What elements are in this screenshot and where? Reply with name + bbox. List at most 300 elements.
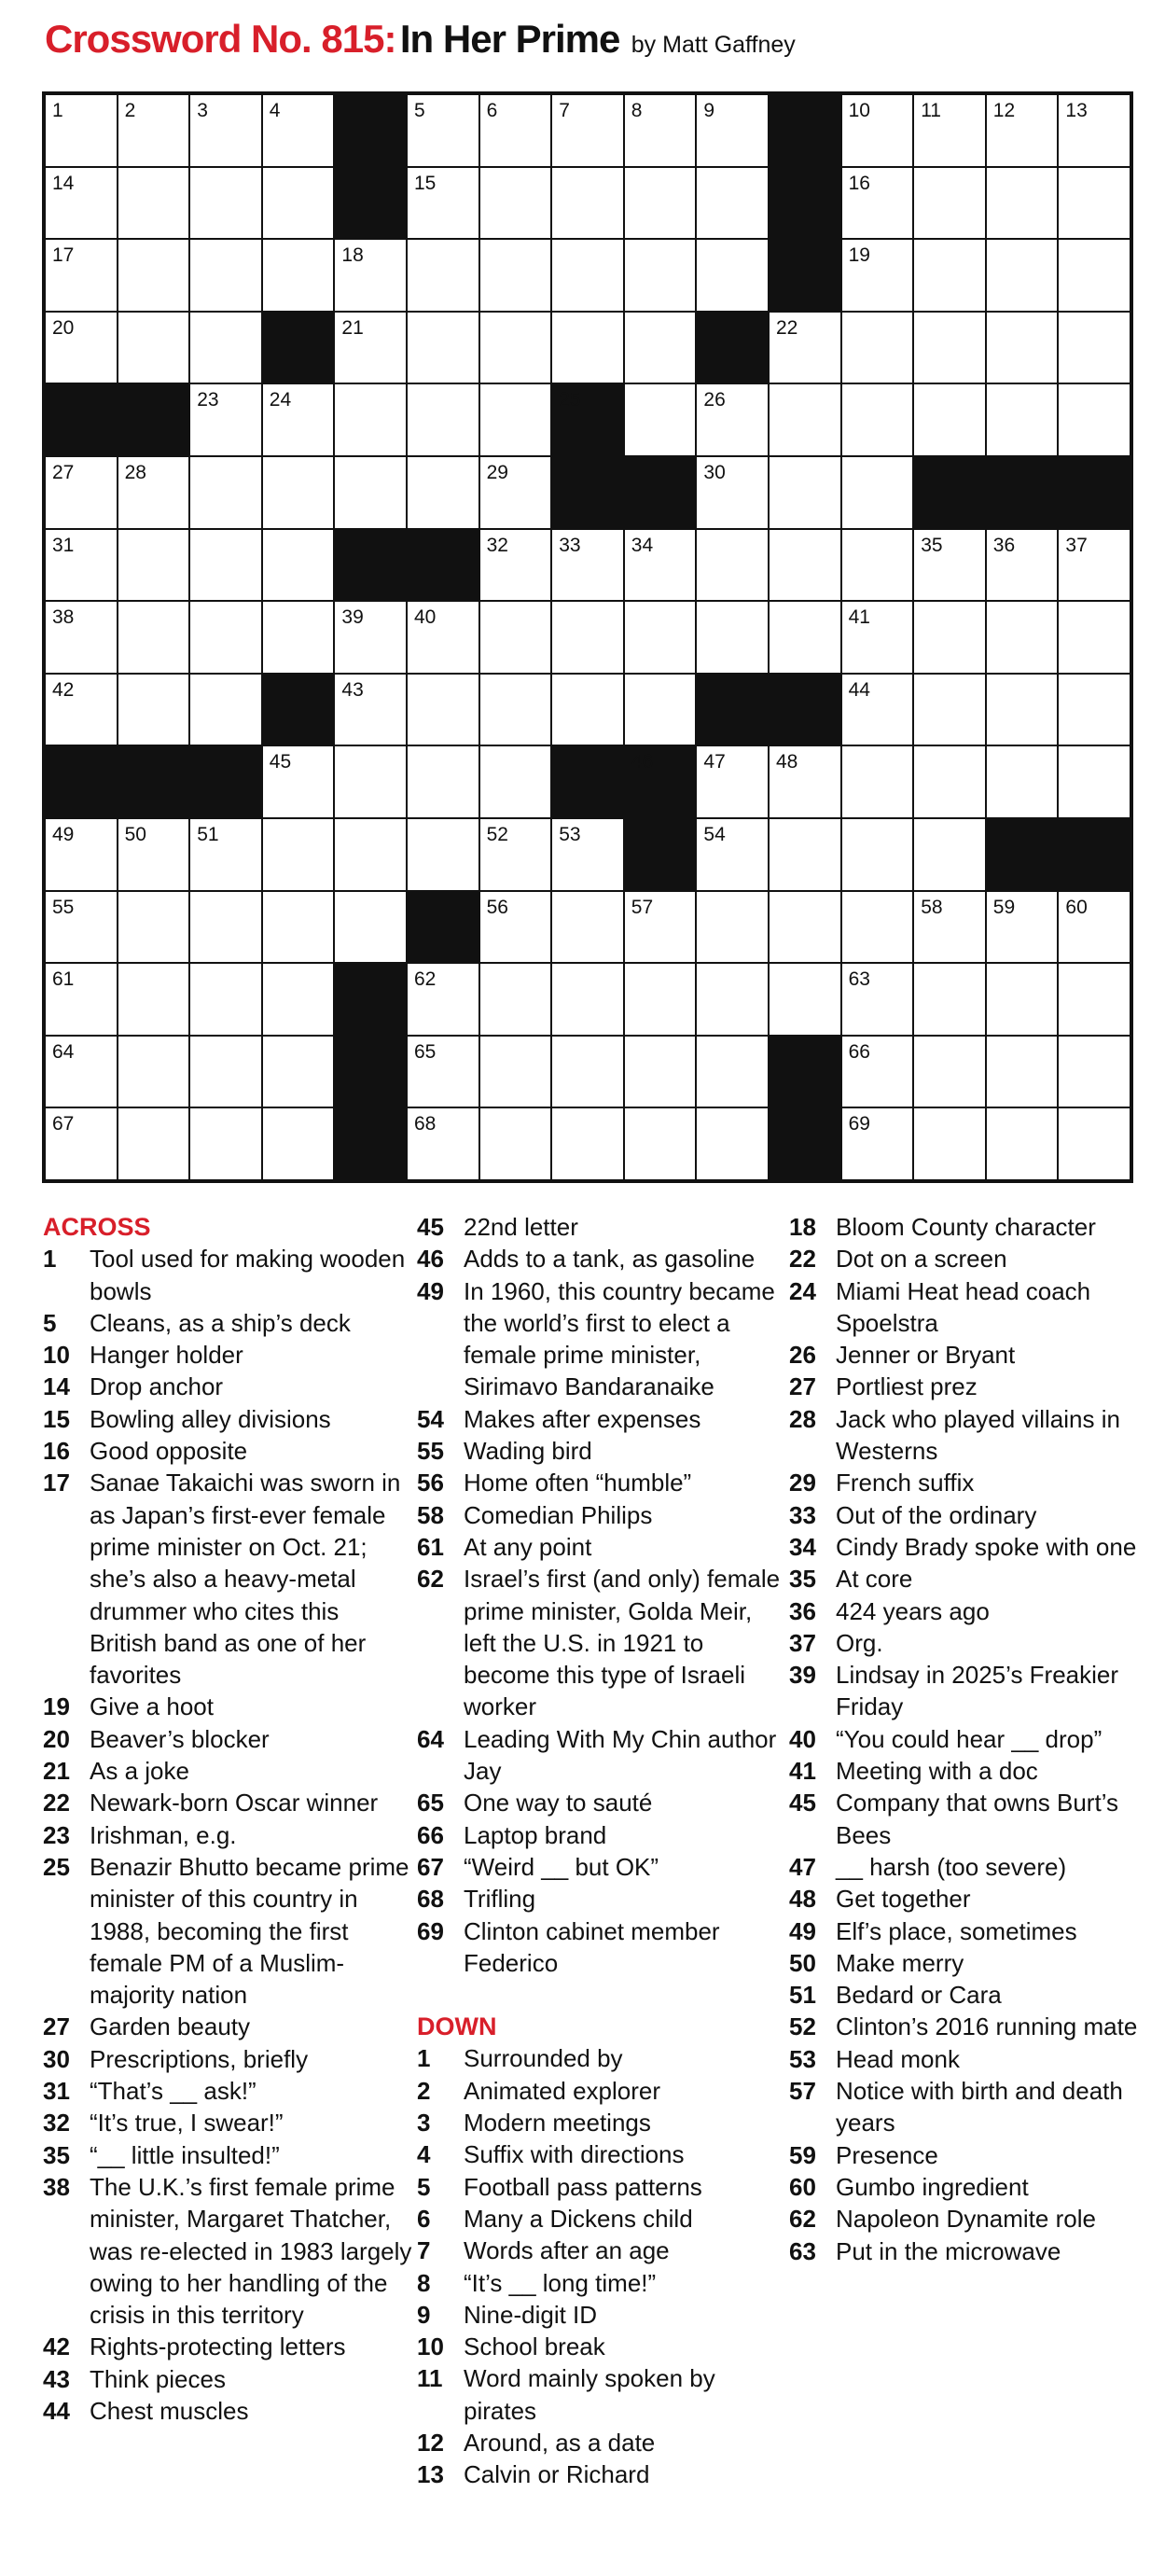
cell-number: 1: [52, 100, 63, 121]
grid-cell[interactable]: [480, 168, 551, 239]
grid-cell[interactable]: [625, 95, 696, 166]
grid-cell[interactable]: [552, 892, 623, 963]
grid-cell[interactable]: [335, 892, 406, 963]
grid-cell[interactable]: [1059, 602, 1130, 673]
clue-column-2: [417, 1211, 786, 2491]
grid-cell[interactable]: [1059, 1037, 1130, 1107]
grid-cell[interactable]: [263, 384, 334, 455]
grid-cell[interactable]: [190, 95, 261, 166]
grid-cell[interactable]: [914, 602, 985, 673]
grid-cell[interactable]: [1059, 746, 1130, 817]
grid-cell[interactable]: [770, 964, 840, 1035]
clue-number: 27: [789, 1372, 816, 1401]
down-clue: [789, 1499, 1144, 1531]
grid-cell[interactable]: [335, 384, 406, 455]
clue-text: Leading With My Chin author Jay: [464, 1724, 777, 1786]
grid-cell[interactable]: [842, 602, 913, 673]
grid-cell[interactable]: [190, 675, 261, 745]
clue-text: Presence: [836, 2140, 938, 2169]
cell-number: 8: [631, 100, 643, 121]
black-square: [335, 95, 406, 166]
grid-cell[interactable]: [46, 892, 117, 963]
grid-cell[interactable]: [987, 168, 1058, 239]
grid-cell[interactable]: [987, 95, 1058, 166]
grid-cell[interactable]: [987, 384, 1058, 455]
grid-cell[interactable]: [987, 1108, 1058, 1179]
grid-cell[interactable]: [1059, 964, 1130, 1035]
grid-cell[interactable]: [914, 746, 985, 817]
grid-cell[interactable]: [118, 240, 189, 311]
grid-cell[interactable]: [46, 168, 117, 239]
black-square: [625, 819, 696, 890]
grid-cell[interactable]: [625, 240, 696, 311]
clue-number: 10: [43, 1341, 70, 1370]
cell-number: 19: [848, 244, 870, 267]
grid-cell[interactable]: [914, 168, 985, 239]
black-square: [335, 1108, 406, 1179]
grid-cell[interactable]: [842, 313, 913, 383]
grid-cell[interactable]: [1059, 530, 1130, 601]
black-square: [625, 746, 696, 817]
grid-cell[interactable]: [263, 457, 334, 528]
grid-cell[interactable]: [914, 964, 985, 1035]
down-clue: [789, 1659, 1144, 1723]
cell-number: 20: [52, 316, 75, 339]
grid-cell[interactable]: [46, 675, 117, 745]
grid-cell[interactable]: [408, 240, 478, 311]
grid-cell[interactable]: [408, 384, 478, 455]
grid-cell[interactable]: [842, 819, 913, 890]
cell-number: 3: [197, 100, 208, 121]
grid-cell[interactable]: [480, 746, 551, 817]
cell-number: 37: [1065, 534, 1088, 556]
grid-cell[interactable]: [914, 384, 985, 455]
grid-cell[interactable]: [842, 1037, 913, 1107]
grid-cell[interactable]: [914, 95, 985, 166]
grid-cell[interactable]: [480, 95, 551, 166]
cell-number: 26: [703, 389, 726, 411]
across-clue: [43, 1435, 412, 1467]
grid-cell[interactable]: [842, 746, 913, 817]
clue-text: 424 years ago: [836, 1596, 990, 1625]
grid-cell[interactable]: [335, 602, 406, 673]
grid-cell[interactable]: [987, 675, 1058, 745]
grid-cell[interactable]: [46, 1108, 117, 1179]
cell-number: 46: [631, 751, 654, 773]
grid-cell[interactable]: [335, 819, 406, 890]
black-square: [46, 384, 117, 455]
grid-cell[interactable]: [770, 530, 840, 601]
black-square: [335, 964, 406, 1035]
grid-cell[interactable]: [987, 892, 1058, 963]
grid-cell[interactable]: [263, 1037, 334, 1107]
across-clue: [43, 1851, 412, 2011]
clue-number: 33: [789, 1500, 816, 1529]
grid-cell[interactable]: [914, 530, 985, 601]
clue-number: 8: [417, 2268, 431, 2297]
black-square: [770, 675, 840, 745]
grid-cell[interactable]: [408, 964, 478, 1035]
clue-number: 1: [43, 1245, 57, 1274]
black-square: [335, 1037, 406, 1107]
clue-text: Think pieces: [90, 2364, 226, 2393]
down-clue: [789, 1947, 1144, 1979]
clue-text: Around, as a date: [464, 2428, 656, 2457]
clue-number: 47: [789, 1852, 816, 1881]
grid-cell[interactable]: [118, 675, 189, 745]
cell-number: 47: [703, 751, 726, 773]
grid-cell[interactable]: [552, 964, 623, 1035]
grid-cell[interactable]: [263, 819, 334, 890]
grid-cell[interactable]: [625, 602, 696, 673]
grid-cell[interactable]: [842, 384, 913, 455]
clue-text: Bloom County character: [836, 1213, 1096, 1241]
grid-cell[interactable]: [697, 530, 768, 601]
clue-number: 13: [417, 2460, 444, 2489]
grid-cell[interactable]: [263, 168, 334, 239]
grid-cell[interactable]: [697, 819, 768, 890]
grid-cell[interactable]: [914, 892, 985, 963]
grid-cell[interactable]: [1059, 892, 1130, 963]
across-clue: [43, 2331, 412, 2362]
grid-cell[interactable]: [190, 384, 261, 455]
grid-cell[interactable]: [625, 384, 696, 455]
grid-cell[interactable]: [987, 746, 1058, 817]
clue-text: Sanae Takaichi was sworn in as Japan’s first-ever female prime minister on Oct. 21; she’s also a heavy-metal drummer who cites this British band as one of her favorites: [90, 1469, 401, 1690]
grid-cell[interactable]: [335, 746, 406, 817]
clue-text: Jenner or Bryant: [836, 1341, 1016, 1370]
grid-cell[interactable]: [842, 168, 913, 239]
grid-cell[interactable]: [118, 602, 189, 673]
grid-cell[interactable]: [697, 168, 768, 239]
grid-cell[interactable]: [46, 313, 117, 383]
cell-number: 11: [921, 100, 941, 121]
clue-number: 52: [789, 2012, 816, 2041]
grid-cell[interactable]: [697, 892, 768, 963]
grid-cell[interactable]: [697, 240, 768, 311]
grid-cell[interactable]: [914, 1037, 985, 1107]
grid-cell[interactable]: [263, 964, 334, 1035]
grid-cell[interactable]: [697, 964, 768, 1035]
across-clue: [43, 1819, 412, 1851]
cell-number: 23: [197, 389, 219, 411]
grid-cell[interactable]: [1059, 95, 1130, 166]
grid-cell[interactable]: [625, 675, 696, 745]
grid-cell[interactable]: [408, 1108, 478, 1179]
grid-cell[interactable]: [987, 313, 1058, 383]
grid-cell[interactable]: [335, 240, 406, 311]
down-clue: [417, 2235, 786, 2266]
grid-cell[interactable]: [46, 530, 117, 601]
grid-cell[interactable]: [697, 384, 768, 455]
grid-cell[interactable]: [1059, 168, 1130, 239]
grid-cell[interactable]: [190, 457, 261, 528]
clue-number: 11: [417, 2364, 443, 2393]
clue-number: 27: [43, 2012, 70, 2041]
clue-text: At any point: [464, 1532, 592, 1561]
grid-cell[interactable]: [770, 602, 840, 673]
grid-cell[interactable]: [263, 95, 334, 166]
grid-cell[interactable]: [263, 240, 334, 311]
grid-cell[interactable]: [625, 1037, 696, 1107]
grid-cell[interactable]: [190, 602, 261, 673]
grid-cell[interactable]: [408, 457, 478, 528]
grid-cell[interactable]: [46, 1037, 117, 1107]
grid-cell[interactable]: [552, 1108, 623, 1179]
grid-cell[interactable]: [46, 819, 117, 890]
grid-cell[interactable]: [190, 313, 261, 383]
across-clue: [417, 1819, 786, 1851]
clue-text: Bedard or Cara: [836, 1981, 1002, 2010]
grid-cell[interactable]: [842, 964, 913, 1035]
grid-cell[interactable]: [697, 746, 768, 817]
clue-text: Chest muscles: [90, 2396, 249, 2425]
grid-cell[interactable]: [480, 1037, 551, 1107]
grid-cell[interactable]: [770, 746, 840, 817]
clue-number: 62: [417, 1565, 444, 1594]
grid-cell[interactable]: [697, 1037, 768, 1107]
grid-cell[interactable]: [625, 1108, 696, 1179]
grid-cell[interactable]: [118, 1037, 189, 1107]
grid-cell[interactable]: [46, 457, 117, 528]
cell-number: 15: [413, 172, 437, 194]
grid-cell[interactable]: [1059, 1108, 1130, 1179]
black-square: [770, 1108, 840, 1179]
across-clue: [417, 1211, 786, 1243]
black-square: [408, 892, 478, 963]
grid-cell[interactable]: [190, 964, 261, 1035]
clue-number: 26: [789, 1341, 816, 1370]
grid-cell[interactable]: [697, 1108, 768, 1179]
clue-number: 35: [789, 1565, 816, 1594]
grid-cell[interactable]: [46, 602, 117, 673]
clue-text: Give a hoot: [90, 1692, 214, 1721]
grid-cell[interactable]: [842, 95, 913, 166]
grid-cell[interactable]: [552, 675, 623, 745]
grid-cell[interactable]: [842, 457, 913, 528]
clue-text: Modern meetings: [464, 2109, 651, 2137]
across-clue: [43, 2395, 412, 2427]
grid-cell[interactable]: [552, 240, 623, 311]
grid-cell[interactable]: [480, 240, 551, 311]
black-square: [335, 168, 406, 239]
cell-number: 67: [52, 1113, 75, 1135]
black-square: [335, 530, 406, 601]
grid-cell[interactable]: [408, 168, 478, 239]
grid-cell[interactable]: [987, 240, 1058, 311]
grid-cell[interactable]: [263, 746, 334, 817]
grid-cell[interactable]: [987, 1037, 1058, 1107]
grid-cell[interactable]: [625, 892, 696, 963]
grid-cell[interactable]: [190, 1037, 261, 1107]
grid-cell[interactable]: [842, 675, 913, 745]
grid-cell[interactable]: [770, 892, 840, 963]
grid-cell[interactable]: [1059, 384, 1130, 455]
grid-cell[interactable]: [987, 530, 1058, 601]
clue-number: 53: [789, 2044, 816, 2073]
grid-cell[interactable]: [697, 457, 768, 528]
grid-cell[interactable]: [625, 530, 696, 601]
grid-cell[interactable]: [118, 457, 189, 528]
grid-cell[interactable]: [480, 602, 551, 673]
across-clue: [43, 1371, 412, 1402]
grid-cell[interactable]: [625, 964, 696, 1035]
cell-number: 39: [341, 606, 364, 629]
grid-cell[interactable]: [118, 1108, 189, 1179]
grid-cell[interactable]: [480, 819, 551, 890]
grid-cell[interactable]: [190, 819, 261, 890]
clue-number: 6: [417, 2204, 431, 2233]
grid-cell[interactable]: [842, 240, 913, 311]
grid-cell[interactable]: [914, 313, 985, 383]
grid-cell[interactable]: [770, 384, 840, 455]
grid-cell[interactable]: [914, 819, 985, 890]
down-heading: DOWN: [417, 2012, 497, 2041]
down-clue: [789, 2011, 1144, 2042]
grid-cell[interactable]: [408, 313, 478, 383]
clue-text: Many a Dickens child: [464, 2204, 693, 2233]
cell-number: 12: [992, 100, 1016, 121]
clue-number: 66: [417, 1820, 444, 1849]
grid-cell[interactable]: [190, 892, 261, 963]
grid-cell[interactable]: [1059, 313, 1130, 383]
grid-cell[interactable]: [480, 892, 551, 963]
clue-number: 25: [43, 1852, 70, 1881]
grid-cell[interactable]: [697, 602, 768, 673]
grid-cell[interactable]: [408, 746, 478, 817]
grid-cell[interactable]: [480, 964, 551, 1035]
cell-number: 2: [124, 100, 136, 121]
grid-cell[interactable]: [408, 1037, 478, 1107]
cell-number: 56: [486, 896, 508, 918]
grid-cell[interactable]: [408, 675, 478, 745]
grid-cell[interactable]: [552, 168, 623, 239]
clue-text: Dot on a screen: [836, 1245, 1007, 1274]
clue-text: Prescriptions, briefly: [90, 2044, 309, 2073]
clue-text: Get together: [836, 1885, 971, 1914]
grid-cell[interactable]: [335, 313, 406, 383]
black-square: [697, 675, 768, 745]
grid-cell[interactable]: [335, 675, 406, 745]
grid-cell[interactable]: [842, 530, 913, 601]
grid-cell[interactable]: [335, 457, 406, 528]
grid-cell[interactable]: [770, 819, 840, 890]
grid-cell[interactable]: [263, 530, 334, 601]
clue-text: Jack who played villains in Westerns: [836, 1404, 1120, 1466]
down-clue: [789, 1403, 1144, 1468]
grid-cell[interactable]: [552, 819, 623, 890]
grid-cell[interactable]: [552, 602, 623, 673]
grid-cell[interactable]: [190, 530, 261, 601]
grid-cell[interactable]: [770, 313, 840, 383]
grid-cell[interactable]: [408, 95, 478, 166]
cell-number: 22: [775, 316, 798, 339]
grid-cell[interactable]: [1059, 240, 1130, 311]
grid-cell[interactable]: [46, 240, 117, 311]
grid-cell[interactable]: [118, 964, 189, 1035]
grid-cell[interactable]: [46, 95, 117, 166]
black-square: [552, 457, 623, 528]
grid-cell[interactable]: [914, 1108, 985, 1179]
clue-text: Makes after expenses: [464, 1404, 701, 1433]
clue-number: 58: [417, 1500, 444, 1529]
grid-cell[interactable]: [987, 964, 1058, 1035]
grid-cell[interactable]: [263, 892, 334, 963]
across-clue: [417, 1883, 786, 1915]
grid-cell[interactable]: [408, 819, 478, 890]
grid-cell[interactable]: [480, 1108, 551, 1179]
grid-cell[interactable]: [552, 530, 623, 601]
down-clue: [417, 2299, 786, 2331]
down-clue: [789, 1339, 1144, 1371]
clue-text: Gumbo ingredient: [836, 2172, 1029, 2201]
grid-cell[interactable]: [1059, 675, 1130, 745]
clue-number: 10: [417, 2332, 444, 2361]
clue-text: Good opposite: [90, 1437, 248, 1466]
across-clue: [417, 1531, 786, 1563]
grid-cell[interactable]: [190, 240, 261, 311]
down-clue: [789, 2203, 1144, 2235]
cell-number: 13: [1065, 100, 1088, 121]
grid-cell[interactable]: [552, 313, 623, 383]
grid-cell[interactable]: [625, 313, 696, 383]
grid-cell[interactable]: [263, 602, 334, 673]
grid-cell[interactable]: [770, 457, 840, 528]
grid-cell[interactable]: [914, 240, 985, 311]
cell-number: 42: [52, 678, 75, 701]
across-clue: [417, 1915, 786, 1980]
across-clue: [43, 1787, 412, 1818]
grid-cell[interactable]: [914, 675, 985, 745]
grid-cell[interactable]: [480, 530, 551, 601]
grid-cell[interactable]: [46, 964, 117, 1035]
grid-cell[interactable]: [118, 313, 189, 383]
grid-cell[interactable]: [118, 95, 189, 166]
grid-cell[interactable]: [408, 602, 478, 673]
grid-cell[interactable]: [552, 95, 623, 166]
grid-cell[interactable]: [842, 1108, 913, 1179]
cell-number: 58: [921, 896, 943, 918]
clue-number: 31: [43, 2077, 70, 2106]
grid-cell[interactable]: [842, 892, 913, 963]
grid-cell[interactable]: [118, 168, 189, 239]
grid-cell[interactable]: [552, 1037, 623, 1107]
grid-cell[interactable]: [190, 1108, 261, 1179]
grid-cell[interactable]: [480, 384, 551, 455]
grid-cell[interactable]: [190, 168, 261, 239]
grid-cell[interactable]: [987, 602, 1058, 673]
grid-cell[interactable]: [480, 675, 551, 745]
clue-number: 68: [417, 1885, 444, 1914]
clue-text: Head monk: [836, 2044, 960, 2073]
grid-cell[interactable]: [480, 457, 551, 528]
grid-cell[interactable]: [263, 1108, 334, 1179]
across-clue: [43, 1723, 412, 1755]
grid-cell[interactable]: [118, 530, 189, 601]
grid-cell[interactable]: [625, 168, 696, 239]
across-clue: [43, 1467, 412, 1691]
black-square: [770, 168, 840, 239]
clue-text: Cindy Brady spoke with one: [836, 1532, 1137, 1561]
grid-cell[interactable]: [697, 95, 768, 166]
grid-cell[interactable]: [480, 313, 551, 383]
cell-number: 34: [631, 534, 654, 556]
clue-text: Drop anchor: [90, 1372, 224, 1401]
clue-number: 32: [43, 2109, 70, 2137]
clue-number: 5: [417, 2172, 431, 2201]
grid-cell[interactable]: [118, 892, 189, 963]
grid-cell[interactable]: [118, 819, 189, 890]
